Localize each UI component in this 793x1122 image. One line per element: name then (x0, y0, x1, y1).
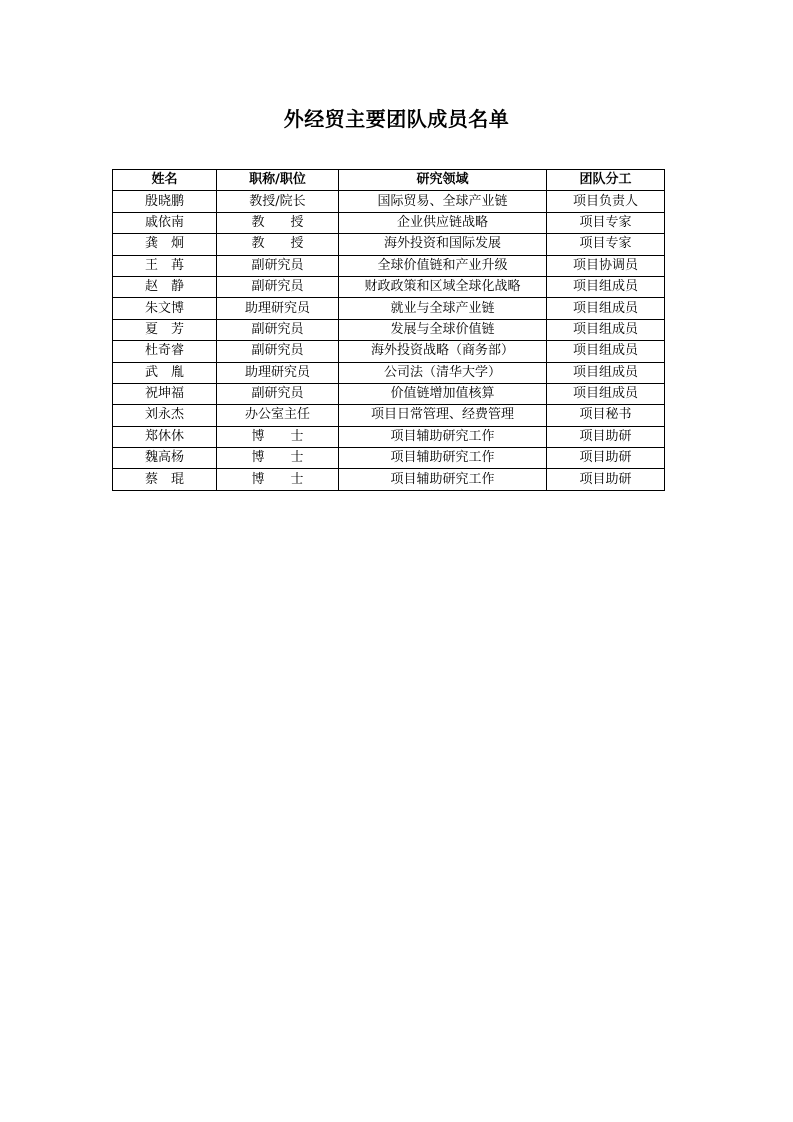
table-row (113, 362, 665, 383)
cell-team-role: 项目组成员 (547, 319, 665, 340)
cell-team-role: 项目负责人 (547, 191, 665, 212)
cell-team-role: 项目组成员 (547, 276, 665, 297)
cell-name: 王 苒 (113, 255, 217, 276)
cell-name: 刘永杰 (113, 405, 217, 426)
cell-name: 杜奇睿 (113, 341, 217, 362)
table-row (113, 319, 665, 340)
cell-research-field: 项目辅助研究工作 (339, 469, 547, 490)
cell-team-role: 项目组成员 (547, 298, 665, 319)
header-research-field: 研究领域 (339, 170, 547, 191)
cell-name: 龚 炯 (113, 234, 217, 255)
cell-title: 副研究员 (217, 383, 339, 404)
cell-research-field: 公司法（清华大学） (339, 362, 547, 383)
table-body (113, 191, 665, 490)
cell-title: 教 授 (217, 234, 339, 255)
cell-title: 助理研究员 (217, 362, 339, 383)
header-name: 姓名 (113, 170, 217, 191)
cell-team-role: 项目组成员 (547, 341, 665, 362)
cell-name: 祝坤福 (113, 383, 217, 404)
table-row (113, 448, 665, 469)
header-title: 职称/职位 (217, 170, 339, 191)
cell-team-role: 项目助研 (547, 448, 665, 469)
table-row (113, 212, 665, 233)
cell-research-field: 国际贸易、全球产业链 (339, 191, 547, 212)
cell-name: 蔡 琨 (113, 469, 217, 490)
cell-name: 朱文博 (113, 298, 217, 319)
table-row (113, 405, 665, 426)
cell-research-field: 价值链增加值核算 (339, 383, 547, 404)
table-row (113, 255, 665, 276)
cell-name: 殷晓鹏 (113, 191, 217, 212)
cell-research-field: 项目辅助研究工作 (339, 426, 547, 447)
cell-title: 副研究员 (217, 319, 339, 340)
table-row (113, 341, 665, 362)
cell-research-field: 全球价值链和产业升级 (339, 255, 547, 276)
cell-team-role: 项目组成员 (547, 362, 665, 383)
table-row (113, 276, 665, 297)
header-team-role: 团队分工 (547, 170, 665, 191)
cell-name: 戚依南 (113, 212, 217, 233)
cell-research-field: 海外投资战略（商务部） (339, 341, 547, 362)
cell-team-role: 项目专家 (547, 212, 665, 233)
cell-title: 博 士 (217, 426, 339, 447)
cell-title: 教 授 (217, 212, 339, 233)
cell-research-field: 财政政策和区域全球化战略 (339, 276, 547, 297)
cell-name: 郑休休 (113, 426, 217, 447)
cell-team-role: 项目专家 (547, 234, 665, 255)
cell-team-role: 项目协调员 (547, 255, 665, 276)
cell-title: 博 士 (217, 469, 339, 490)
cell-title: 副研究员 (217, 255, 339, 276)
page-title: 外经贸主要团队成员名单 (283, 107, 510, 131)
cell-team-role: 项目组成员 (547, 383, 665, 404)
cell-title: 助理研究员 (217, 298, 339, 319)
cell-research-field: 项目辅助研究工作 (339, 448, 547, 469)
cell-name: 武 胤 (113, 362, 217, 383)
cell-team-role: 项目助研 (547, 469, 665, 490)
table-row (113, 298, 665, 319)
table-row (113, 191, 665, 212)
cell-title: 副研究员 (217, 276, 339, 297)
table-header-row (113, 170, 665, 191)
cell-name: 赵 静 (113, 276, 217, 297)
cell-research-field: 就业与全球产业链 (339, 298, 547, 319)
cell-team-role: 项目助研 (547, 426, 665, 447)
table-row (113, 383, 665, 404)
cell-team-role: 项目秘书 (547, 405, 665, 426)
cell-research-field: 海外投资和国际发展 (339, 234, 547, 255)
cell-research-field: 企业供应链战略 (339, 212, 547, 233)
cell-research-field: 发展与全球价值链 (339, 319, 547, 340)
table-row (113, 234, 665, 255)
cell-title: 副研究员 (217, 341, 339, 362)
table-row (113, 426, 665, 447)
cell-title: 教授/院长 (217, 191, 339, 212)
cell-title: 博 士 (217, 448, 339, 469)
cell-name: 夏 芳 (113, 319, 217, 340)
cell-name: 魏高杨 (113, 448, 217, 469)
table-row (113, 469, 665, 490)
cell-research-field: 项目日常管理、经费管理 (339, 405, 547, 426)
team-member-table (112, 169, 665, 491)
cell-title: 办公室主任 (217, 405, 339, 426)
